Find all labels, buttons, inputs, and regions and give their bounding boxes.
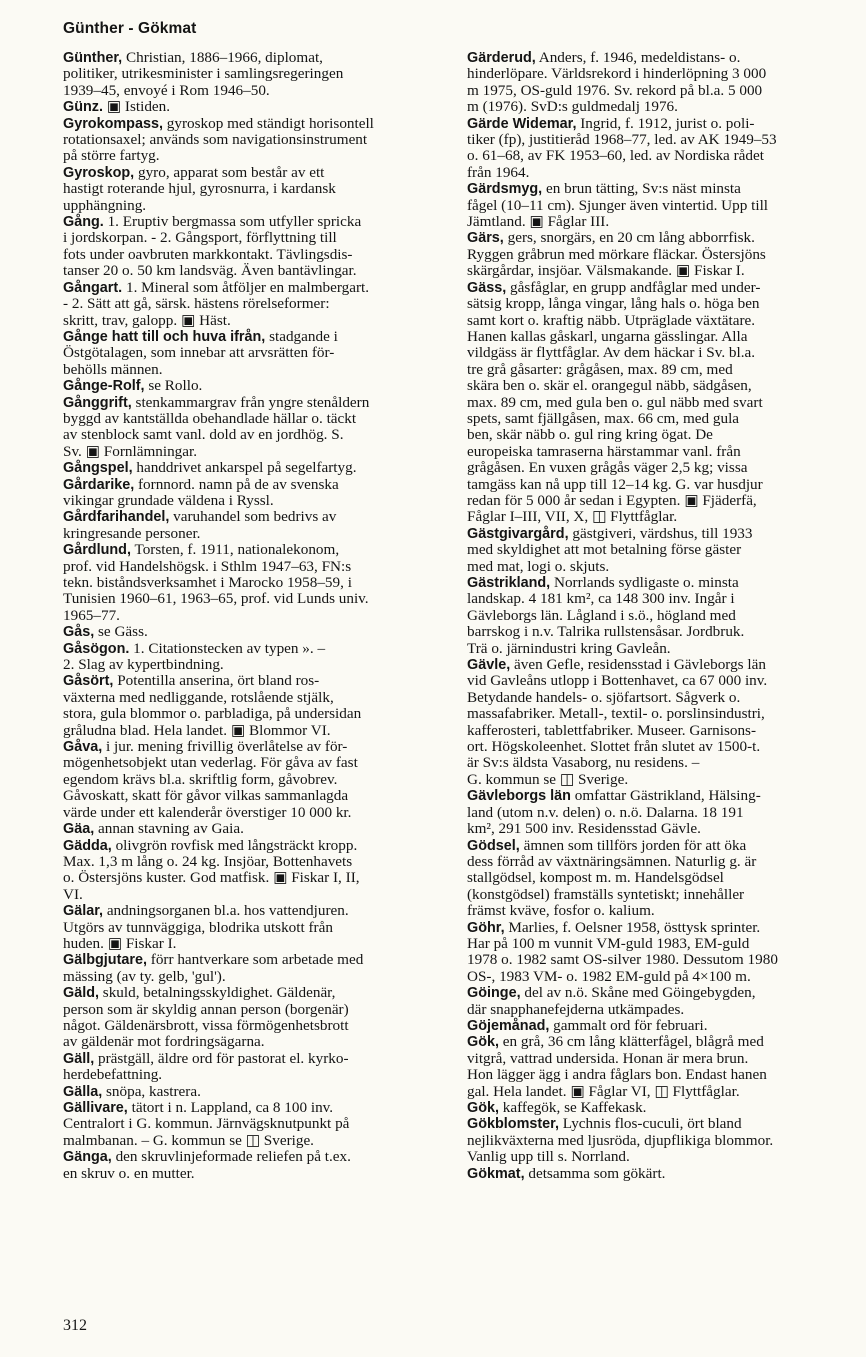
dictionary-entry [63,903,458,952]
dictionary-entry [467,838,852,920]
entry-headword: Gök, [467,1034,499,1051]
entry-headword: Gällivare, [63,1100,128,1116]
entry-headword: Gäld, [63,985,99,1002]
entry-headword: Günz. [63,99,103,116]
dictionary-entry [63,395,458,461]
entry-text: förr hantverkare som arbetade med mässing (av ty. gelb, 'gul'). [63,951,364,985]
entry-headword: Gyrokompass, [63,115,163,132]
entry-headword: Gärde Widemar, [467,115,577,132]
entry-text: skuld, betalningsskyldighet. Gäldenär, person som är skyldig annan person (borgenär) något. Gäldenärsbrott, vissa förmögenhetsbrott av gäldenär mot fordringsägarna. [63,984,349,1051]
entry-text: fornnord. namn på de av svenska vikingar grundade väldena i Ryssl. [63,475,339,509]
entry-text: se Gäss. [94,623,148,641]
entry-text: del av n.ö. Skåne med Göingebygden, där snapphanefejderna utkämpades. [467,984,756,1018]
dictionary-entry [63,952,458,985]
entry-headword: Gånggrift, [63,394,132,411]
dictionary-entry [63,739,458,821]
dictionary-entry [467,1166,852,1182]
dictionary-entry [467,920,852,986]
entry-text: se Rollo. [144,377,203,395]
dictionary-entry [467,230,852,279]
entry-text: varuhandel som bedrivs av kringresande personer. [63,508,337,542]
dictionary-entry [63,1149,458,1182]
entry-text: Anders, f. 1946, medeldistans- o. hinderlöpare. Världsrekord i hinderlöpning 3 000 m 1975, OS-guld 1976. Sv. rekord på bl.a. 5 000 m (1976). SvD:s guldmedalj 1976. [467,49,767,116]
dictionary-entry [63,641,458,674]
entry-headword: Gås, [63,624,95,641]
dictionary-entry [467,657,852,788]
dictionary-entry [63,329,458,378]
entry-headword: Gåva, [63,739,103,756]
entry-text: Potentilla anserina, ört bland ros- växterna med nedliggande, rotslående stjälk, stora, gula blommor o. parbladiga, på undersidan gråludna blad. Hela landet. ▣ Blommor VI. [63,672,362,739]
dictionary-entry [63,50,458,99]
entry-text: stenkammargrav från yngre stenåldern byggd av kantställda obehandlade hällar o. täckt av stenblock samt vanl. dold av en jordhög. S. Sv. ▣ Fornlämningar. [63,393,370,460]
dictionary-entry [467,788,852,837]
entry-text: 1. Mineral som åtföljer en malmbergart. - 2. Sätt att gå, särsk. hästens rörelseformer: skritt, trav, galopp. ▣ Häst. [63,278,370,329]
dictionary-entry [467,1018,852,1034]
dictionary-entry [467,50,852,116]
entry-headword: Gärdsmyg, [467,181,543,198]
entry-headword: Gångspel, [63,460,133,477]
entry-headword: Gävle, [467,657,511,674]
dictionary-entry [63,838,458,904]
entry-headword: Göhr, [467,919,505,936]
entry-text: ▣ Istiden. [102,98,171,116]
entry-text: i jur. mening frivillig överlåtelse av för- mögenhetsobjekt utan vederlag. För gåva av fast egendom krävs bl.a. skriftlig form, gåvobrev. Gåvoskatt, skatt för gåvor vilkas sammanlagda värde under ett kalenderår överstiger 10 000 kr. [63,738,358,821]
dictionary-entry [63,378,458,394]
dictionary-entry [467,1116,852,1165]
dictionary-entry [63,985,458,1051]
dictionary-entry [467,181,852,230]
dictionary-entry [467,526,852,575]
dictionary-entry [63,1084,458,1100]
entry-text: 1. Eruptiv bergmassa som utfyller spricka i jordskorpan. - 2. Gångsport, förflyttning till fots under oavbruten markkontakt. Tävlingsdis- tanser 20 o. 50 km landsväg. Även bantävlingar. [63,213,362,280]
entry-headword: Gyroskop, [63,164,135,181]
entry-headword: Gök, [467,1100,499,1116]
dictionary-entry [467,1034,852,1100]
dictionary-entry [63,99,458,115]
entry-headword: Gärs, [467,230,504,247]
dictionary-entry [63,280,458,329]
entry-text: stadgande i Östgötalagen, som innebar att arvsrätten för- behölls männen. [63,327,338,378]
entry-text: ämnen som tillförs jorden för att öka dess förråd av växtnäringsämnen. Naturlig g. är stallgödsel, kompost m. m. Handelsgödsel (konstgödsel) framställs syntetiskt; innehåller främst kväve, fosfor o. kalium. [467,836,757,920]
entry-headword: Gödsel, [467,837,520,854]
entry-headword: Gädda, [63,837,112,854]
entry-headword: Gåsögon. [63,640,130,657]
entry-headword: Gåsört, [63,673,114,690]
entry-text: gyro, apparat som består av ett hastigt roterande hjul, gyrosnurra, i kardansk upphängning. [63,163,336,214]
entry-text: kaffegök, se Kaffekask. [499,1099,647,1116]
entry-text: gåsfåglar, en grupp andfåglar med under- sätsig kropp, långa vingar, lång hals o. höga ben samt kort o. kraftig näbb. Utpräglade växtätare. Hanen kallas gåskarl, ungarna gässlingar. Alla vildgäss är flyttfåglar. Av dem häckar i Sv. bl.a. tre grå gåsarter: grågåsen, max. 89 cm, med skära ben o. skär el. orangegul näbb, sädgåsen, max. 89 cm, med gula ben o. gul näbb med svart spets, samt fjällgåsen, max. 66 cm, med gula ben, skär näbb o. gul ring kring ögat. De europeiska tamraserna härstammar vanl. från grågåsen. En vuxen grågås väger 2,5 kg; vissa tamgäss kan nå upp till 12–14 kg. G. var husdjur redan för 5 000 år sedan i Egypten. ▣ Fjäderfä, Fåglar I–III, VII, X, ◫ Flyttfåglar. [467,278,763,526]
entry-headword: Gälla, [63,1083,103,1100]
entry-headword: Göinge, [467,985,521,1002]
dictionary-entry [63,116,458,165]
entry-text: den skruvlinjeformade reliefen på t.ex. en skruv o. en mutter. [63,1148,351,1182]
entry-headword: Gärderud, [467,50,536,66]
left-column [63,50,458,1182]
entry-text: även Gefle, residensstad i Gävleborgs län vid Gavleåns utlopp i Bottenhavet, ca 67 000 inv. Betydande handels- o. sjöfartsort. Sågverk o. massafabriker. Metall-, textil- o. porslinsindustri, kafferosteri, tablettfabriker. Museer. Garnisons- ort. Högskoleenhet. Slottet från slutet av 1500-t. är Sv:s äldsta Vasaborg, nu residens. – G. kommun se ◫ Sverige. [467,656,768,788]
entry-headword: Gälbgjutare, [63,952,147,969]
dictionary-entry [467,116,852,182]
dictionary-entry [63,1051,458,1084]
entry-headword: Gökblomster, [467,1116,559,1133]
entry-text: gammalt ord för februari. [549,1016,708,1034]
dictionary-entry [63,673,458,739]
dictionary-entry [63,477,458,510]
entry-headword: Gälar, [63,903,104,920]
entry-text: Christian, 1886–1966, diplomat, politiker, utrikesminister i samlingsregeringen 1939–45, envoyé i Rom 1946–50. [63,49,344,99]
entry-text: gers, snorgärs, en 20 cm lång abborrfisk. Ryggen gråbrun med mörkare fläckar. Östersjöns skärgårdar, insjöar. Välsmakande. ▣ Fiskar I. [467,229,766,280]
running-head: Günther - Gökmat [63,20,197,37]
entry-text: Ingrid, f. 1912, jurist o. poli- tiker (fp), justitieråd 1968–77, led. av AK 1949–53 o. 61–68, av FK 1953–60, led. av Nordiska rådet från 1964. [467,114,777,181]
entry-text: 1. Citationstecken av typen ». – 2. Slag av kypertbindning. [63,639,326,674]
entry-text: en grå, 36 cm lång klätterfågel, blågrå med vitgrå, vattrad undersida. Honan är mera brun. Hon lägger ägg i andra fåglars bon. Endast hanen gal. Hela landet. ▣ Fåglar VI, ◫ Flyttfåglar. [467,1033,767,1100]
dictionary-entry [63,165,458,214]
entry-headword: Gästrikland, [467,575,551,591]
entry-headword: Gångart. [63,279,123,296]
entry-headword: Gårdlund, [63,542,131,559]
entry-text: annan stavning av Gaia. [94,820,244,838]
dictionary-entry [63,214,458,280]
dictionary-entry [467,1100,852,1116]
dictionary-entry [63,542,458,624]
entry-headword: Gökmat, [467,1165,525,1182]
entry-text: omfattar Gästrikland, Hälsing- land (utom n.v. delen) o. n.ö. Dalarna. 18 191 km², 291 500 inv. Residensstad Gävle. [467,787,761,838]
dictionary-entry [63,460,458,476]
entry-text: gyroskop med ständigt horisontell rotationsaxel; används som navigationsinstrument på större fartyg. [63,114,374,165]
dictionary-entry [63,509,458,542]
entry-text: olivgrön rovfisk med långsträckt kropp. Max. 1,3 m lång o. 24 kg. Insjöar, Bottenhavets o. Östersjöns kuster. God matfisk. ▣ Fiskar I, II, VI. [63,836,360,903]
entry-headword: Gäll, [63,1050,95,1067]
entry-headword: Gänga, [63,1149,112,1166]
dictionary-entry [467,985,852,1018]
entry-text: handdrivet ankarspel på segelfartyg. [132,459,357,477]
entry-headword: Gårdarike, [63,476,135,493]
dictionary-entry [63,624,458,640]
entry-text: Torsten, f. 1911, nationalekonom, prof. vid Handelshögsk. i Sthlm 1947–63, FN:s tekn. biståndsverksamhet i Marocko 1958–59, i Tunisien 1960–61, 1963–65, prof. vid Lunds univ. 1965–77. [63,541,369,624]
entry-text: Marlies, f. Oelsner 1958, östtysk sprinter. Har på 100 m vunnit VM-guld 1983, EM-guld 1978 o. 1982 samt OS-silver 1980. Dessutom 1980 OS-, 1983 VM- o. 1982 EM-guld på 4×100 m. [467,918,778,985]
entry-text: prästgäll, äldre ord för pastorat el. kyrko- herdebefattning. [63,1049,349,1084]
entry-headword: Gårdfarihandel, [63,509,170,526]
entry-text: detsamma som gökärt. [524,1164,666,1182]
entry-text: tätort i n. Lappland, ca 8 100 inv. Centralort i G. kommun. Järnvägsknutpunkt på malmbanan. – G. kommun se ◫ Sverige. [63,1099,350,1149]
entry-text: Lychnis flos-cuculi, ört bland nejlikväxterna med ljusröda, djupflikiga blommor. Vanlig upp till s. Norrland. [467,1115,774,1166]
entry-headword: Gävleborgs län [467,788,571,805]
page-number: 312 [63,1317,87,1334]
dictionary-entry [467,280,852,526]
dictionary-entry [467,575,852,657]
entry-text: andningsorganen bl.a. hos vattendjuren. Utgörs av tunnväggiga, blodrika utskott från huden. ▣ Fiskar I. [63,902,349,952]
entry-headword: Gånge hatt till och huva ifrån, [63,328,266,345]
entry-text: Norrlands sydligaste o. minsta landskap. 4 181 km², ca 148 300 inv. Ingår i Gävleborgs län. Lågland i s.ö., högland med barrskog i n.v. Talrika rullstensåsar. Jordbruk. Trä o. järnindustri kring Gavleån. [467,574,745,657]
entry-headword: Gäss, [467,279,507,296]
entry-headword: Gånge-Rolf, [63,378,145,395]
entry-text: en brun tätting, Sv:s näst minsta fågel (10–11 cm). Sjunger även vintertid. Upp till Jämtland. ▣ Fåglar III. [467,180,769,231]
entry-text: gästgiveri, värdshus, till 1933 med skyldighet att mot betalning förse gäster med mat, logi o. skjuts. [467,524,753,575]
entry-headword: Gästgivargård, [467,525,569,542]
right-column [467,50,852,1182]
entry-headword: Günther, [63,50,123,66]
entry-text: snöpa, kastrera. [102,1082,201,1100]
entry-headword: Gäa, [63,821,95,838]
dictionary-entry [63,1100,458,1149]
entry-headword: Göjemånad, [467,1017,550,1034]
dictionary-entry [63,821,458,837]
entry-headword: Gång. [63,214,104,231]
